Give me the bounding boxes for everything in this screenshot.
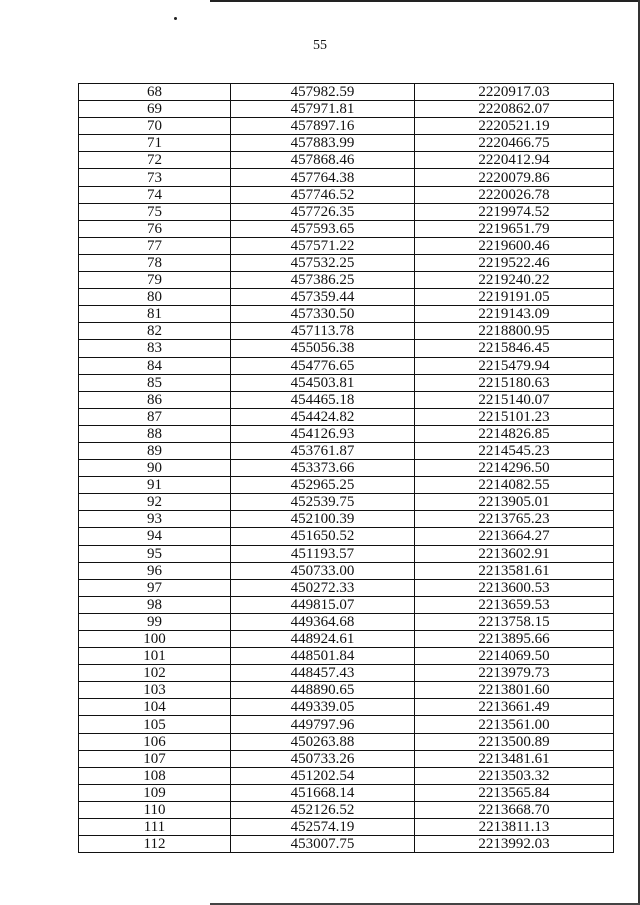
x-coordinate-cell: 452126.52 bbox=[231, 801, 415, 818]
point-number-cell: 73 bbox=[79, 169, 231, 186]
x-coordinate-cell: 453761.87 bbox=[231, 442, 415, 459]
point-number-cell: 86 bbox=[79, 391, 231, 408]
y-coordinate-cell: 2215479.94 bbox=[415, 357, 614, 374]
y-coordinate-cell: 2213500.89 bbox=[415, 733, 614, 750]
x-coordinate-cell: 457532.25 bbox=[231, 254, 415, 271]
point-number-cell: 96 bbox=[79, 562, 231, 579]
y-coordinate-cell: 2219240.22 bbox=[415, 272, 614, 289]
y-coordinate-cell: 2213661.49 bbox=[415, 699, 614, 716]
table-row bbox=[79, 425, 614, 442]
table-row bbox=[79, 460, 614, 477]
point-number-cell: 68 bbox=[79, 84, 231, 101]
point-number-cell: 101 bbox=[79, 648, 231, 665]
x-coordinate-cell: 448457.43 bbox=[231, 665, 415, 682]
y-coordinate-cell: 2219974.52 bbox=[415, 203, 614, 220]
point-number-cell: 97 bbox=[79, 579, 231, 596]
y-coordinate-cell: 2215180.63 bbox=[415, 374, 614, 391]
point-number-cell: 79 bbox=[79, 272, 231, 289]
y-coordinate-cell: 2220917.03 bbox=[415, 84, 614, 101]
y-coordinate-cell: 2213979.73 bbox=[415, 665, 614, 682]
y-coordinate-cell: 2219191.05 bbox=[415, 289, 614, 306]
point-number-cell: 95 bbox=[79, 545, 231, 562]
table-row bbox=[79, 203, 614, 220]
y-coordinate-cell: 2218800.95 bbox=[415, 323, 614, 340]
x-coordinate-cell: 449797.96 bbox=[231, 716, 415, 733]
x-coordinate-cell: 449364.68 bbox=[231, 613, 415, 630]
point-number-cell: 103 bbox=[79, 682, 231, 699]
y-coordinate-cell: 2219143.09 bbox=[415, 306, 614, 323]
y-coordinate-cell: 2215101.23 bbox=[415, 408, 614, 425]
point-number-cell: 85 bbox=[79, 374, 231, 391]
y-coordinate-cell: 2220466.75 bbox=[415, 135, 614, 152]
point-number-cell: 75 bbox=[79, 203, 231, 220]
y-coordinate-cell: 2213758.15 bbox=[415, 613, 614, 630]
table-row bbox=[79, 784, 614, 801]
point-number-cell: 69 bbox=[79, 101, 231, 118]
x-coordinate-cell: 452574.19 bbox=[231, 819, 415, 836]
point-number-cell: 71 bbox=[79, 135, 231, 152]
y-coordinate-cell: 2215846.45 bbox=[415, 340, 614, 357]
table-row bbox=[79, 374, 614, 391]
y-coordinate-cell: 2213664.27 bbox=[415, 528, 614, 545]
table-row bbox=[79, 545, 614, 562]
point-number-cell: 72 bbox=[79, 152, 231, 169]
x-coordinate-cell: 452100.39 bbox=[231, 511, 415, 528]
table-row bbox=[79, 135, 614, 152]
table-row bbox=[79, 716, 614, 733]
y-coordinate-cell: 2213801.60 bbox=[415, 682, 614, 699]
y-coordinate-cell: 2219522.46 bbox=[415, 254, 614, 271]
x-coordinate-cell: 454126.93 bbox=[231, 425, 415, 442]
table-row bbox=[79, 408, 614, 425]
x-coordinate-cell: 457982.59 bbox=[231, 84, 415, 101]
y-coordinate-cell: 2213481.61 bbox=[415, 750, 614, 767]
x-coordinate-cell: 457764.38 bbox=[231, 169, 415, 186]
point-number-cell: 80 bbox=[79, 289, 231, 306]
table-row bbox=[79, 272, 614, 289]
y-coordinate-cell: 2213811.13 bbox=[415, 819, 614, 836]
table-row bbox=[79, 750, 614, 767]
point-number-cell: 109 bbox=[79, 784, 231, 801]
y-coordinate-cell: 2213581.61 bbox=[415, 562, 614, 579]
point-number-cell: 77 bbox=[79, 237, 231, 254]
x-coordinate-cell: 453007.75 bbox=[231, 836, 415, 853]
y-coordinate-cell: 2214069.50 bbox=[415, 648, 614, 665]
coordinates-table-body bbox=[79, 84, 614, 853]
y-coordinate-cell: 2213561.00 bbox=[415, 716, 614, 733]
y-coordinate-cell: 2213659.53 bbox=[415, 596, 614, 613]
point-number-cell: 102 bbox=[79, 665, 231, 682]
table-row bbox=[79, 477, 614, 494]
x-coordinate-cell: 452965.25 bbox=[231, 477, 415, 494]
y-coordinate-cell: 2220412.94 bbox=[415, 152, 614, 169]
x-coordinate-cell: 457593.65 bbox=[231, 220, 415, 237]
table-row bbox=[79, 118, 614, 135]
table-row bbox=[79, 237, 614, 254]
x-coordinate-cell: 455056.38 bbox=[231, 340, 415, 357]
point-number-cell: 91 bbox=[79, 477, 231, 494]
y-coordinate-cell: 2220862.07 bbox=[415, 101, 614, 118]
y-coordinate-cell: 2213565.84 bbox=[415, 784, 614, 801]
y-coordinate-cell: 2214826.85 bbox=[415, 425, 614, 442]
point-number-cell: 89 bbox=[79, 442, 231, 459]
x-coordinate-cell: 457726.35 bbox=[231, 203, 415, 220]
x-coordinate-cell: 457386.25 bbox=[231, 272, 415, 289]
table-row bbox=[79, 220, 614, 237]
point-number-cell: 84 bbox=[79, 357, 231, 374]
x-coordinate-cell: 450733.00 bbox=[231, 562, 415, 579]
table-row bbox=[79, 101, 614, 118]
table-row bbox=[79, 254, 614, 271]
point-number-cell: 82 bbox=[79, 323, 231, 340]
y-coordinate-cell: 2220079.86 bbox=[415, 169, 614, 186]
point-number-cell: 110 bbox=[79, 801, 231, 818]
table-row bbox=[79, 306, 614, 323]
x-coordinate-cell: 451668.14 bbox=[231, 784, 415, 801]
x-coordinate-cell: 451193.57 bbox=[231, 545, 415, 562]
y-coordinate-cell: 2220026.78 bbox=[415, 186, 614, 203]
y-coordinate-cell: 2214296.50 bbox=[415, 460, 614, 477]
table-row bbox=[79, 631, 614, 648]
table-row bbox=[79, 442, 614, 459]
table-row bbox=[79, 767, 614, 784]
x-coordinate-cell: 454424.82 bbox=[231, 408, 415, 425]
x-coordinate-cell: 450272.33 bbox=[231, 579, 415, 596]
y-coordinate-cell: 2213765.23 bbox=[415, 511, 614, 528]
point-number-cell: 92 bbox=[79, 494, 231, 511]
x-coordinate-cell: 449339.05 bbox=[231, 699, 415, 716]
table-row bbox=[79, 528, 614, 545]
point-number-cell: 106 bbox=[79, 733, 231, 750]
y-coordinate-cell: 2214082.55 bbox=[415, 477, 614, 494]
point-number-cell: 100 bbox=[79, 631, 231, 648]
table-row bbox=[79, 801, 614, 818]
page-number: 55 bbox=[313, 38, 327, 53]
x-coordinate-cell: 449815.07 bbox=[231, 596, 415, 613]
point-number-cell: 111 bbox=[79, 819, 231, 836]
table-row bbox=[79, 579, 614, 596]
y-coordinate-cell: 2213992.03 bbox=[415, 836, 614, 853]
x-coordinate-cell: 457868.46 bbox=[231, 152, 415, 169]
point-number-cell: 70 bbox=[79, 118, 231, 135]
x-coordinate-cell: 448924.61 bbox=[231, 631, 415, 648]
table-row bbox=[79, 152, 614, 169]
y-coordinate-cell: 2213668.70 bbox=[415, 801, 614, 818]
point-number-cell: 108 bbox=[79, 767, 231, 784]
x-coordinate-cell: 457746.52 bbox=[231, 186, 415, 203]
point-number-cell: 88 bbox=[79, 425, 231, 442]
y-coordinate-cell: 2220521.19 bbox=[415, 118, 614, 135]
x-coordinate-cell: 451202.54 bbox=[231, 767, 415, 784]
y-coordinate-cell: 2213905.01 bbox=[415, 494, 614, 511]
table-row bbox=[79, 289, 614, 306]
table-row bbox=[79, 682, 614, 699]
point-number-cell: 83 bbox=[79, 340, 231, 357]
x-coordinate-cell: 457971.81 bbox=[231, 101, 415, 118]
x-coordinate-cell: 454503.81 bbox=[231, 374, 415, 391]
x-coordinate-cell: 457897.16 bbox=[231, 118, 415, 135]
table-row bbox=[79, 357, 614, 374]
coordinates-table bbox=[78, 83, 614, 853]
table-row bbox=[79, 169, 614, 186]
x-coordinate-cell: 448501.84 bbox=[231, 648, 415, 665]
y-coordinate-cell: 2213895.66 bbox=[415, 631, 614, 648]
table-row bbox=[79, 391, 614, 408]
x-coordinate-cell: 457883.99 bbox=[231, 135, 415, 152]
table-row bbox=[79, 84, 614, 101]
y-coordinate-cell: 2213503.32 bbox=[415, 767, 614, 784]
x-coordinate-cell: 454776.65 bbox=[231, 357, 415, 374]
point-number-cell: 76 bbox=[79, 220, 231, 237]
y-coordinate-cell: 2219600.46 bbox=[415, 237, 614, 254]
x-coordinate-cell: 457571.22 bbox=[231, 237, 415, 254]
y-coordinate-cell: 2214545.23 bbox=[415, 442, 614, 459]
table-row bbox=[79, 648, 614, 665]
table-row bbox=[79, 186, 614, 203]
point-number-cell: 105 bbox=[79, 716, 231, 733]
scan-edge-top bbox=[210, 0, 640, 2]
point-number-cell: 81 bbox=[79, 306, 231, 323]
point-number-cell: 107 bbox=[79, 750, 231, 767]
table-row bbox=[79, 733, 614, 750]
table-row bbox=[79, 562, 614, 579]
x-coordinate-cell: 450263.88 bbox=[231, 733, 415, 750]
x-coordinate-cell: 451650.52 bbox=[231, 528, 415, 545]
table-row bbox=[79, 836, 614, 853]
x-coordinate-cell: 457359.44 bbox=[231, 289, 415, 306]
table-row bbox=[79, 613, 614, 630]
y-coordinate-cell: 2219651.79 bbox=[415, 220, 614, 237]
table-row bbox=[79, 494, 614, 511]
table-row bbox=[79, 699, 614, 716]
x-coordinate-cell: 448890.65 bbox=[231, 682, 415, 699]
table-row bbox=[79, 511, 614, 528]
table-row bbox=[79, 596, 614, 613]
x-coordinate-cell: 453373.66 bbox=[231, 460, 415, 477]
point-number-cell: 90 bbox=[79, 460, 231, 477]
point-number-cell: 93 bbox=[79, 511, 231, 528]
x-coordinate-cell: 452539.75 bbox=[231, 494, 415, 511]
x-coordinate-cell: 450733.26 bbox=[231, 750, 415, 767]
y-coordinate-cell: 2213600.53 bbox=[415, 579, 614, 596]
point-number-cell: 98 bbox=[79, 596, 231, 613]
point-number-cell: 99 bbox=[79, 613, 231, 630]
table-row bbox=[79, 323, 614, 340]
table-row bbox=[79, 340, 614, 357]
table-row bbox=[79, 819, 614, 836]
table-row bbox=[79, 665, 614, 682]
point-number-cell: 104 bbox=[79, 699, 231, 716]
point-number-cell: 87 bbox=[79, 408, 231, 425]
point-number-cell: 74 bbox=[79, 186, 231, 203]
point-number-cell: 94 bbox=[79, 528, 231, 545]
point-number-cell: 112 bbox=[79, 836, 231, 853]
x-coordinate-cell: 457330.50 bbox=[231, 306, 415, 323]
x-coordinate-cell: 454465.18 bbox=[231, 391, 415, 408]
point-number-cell: 78 bbox=[79, 254, 231, 271]
y-coordinate-cell: 2215140.07 bbox=[415, 391, 614, 408]
y-coordinate-cell: 2213602.91 bbox=[415, 545, 614, 562]
scan-speck bbox=[174, 17, 177, 20]
x-coordinate-cell: 457113.78 bbox=[231, 323, 415, 340]
